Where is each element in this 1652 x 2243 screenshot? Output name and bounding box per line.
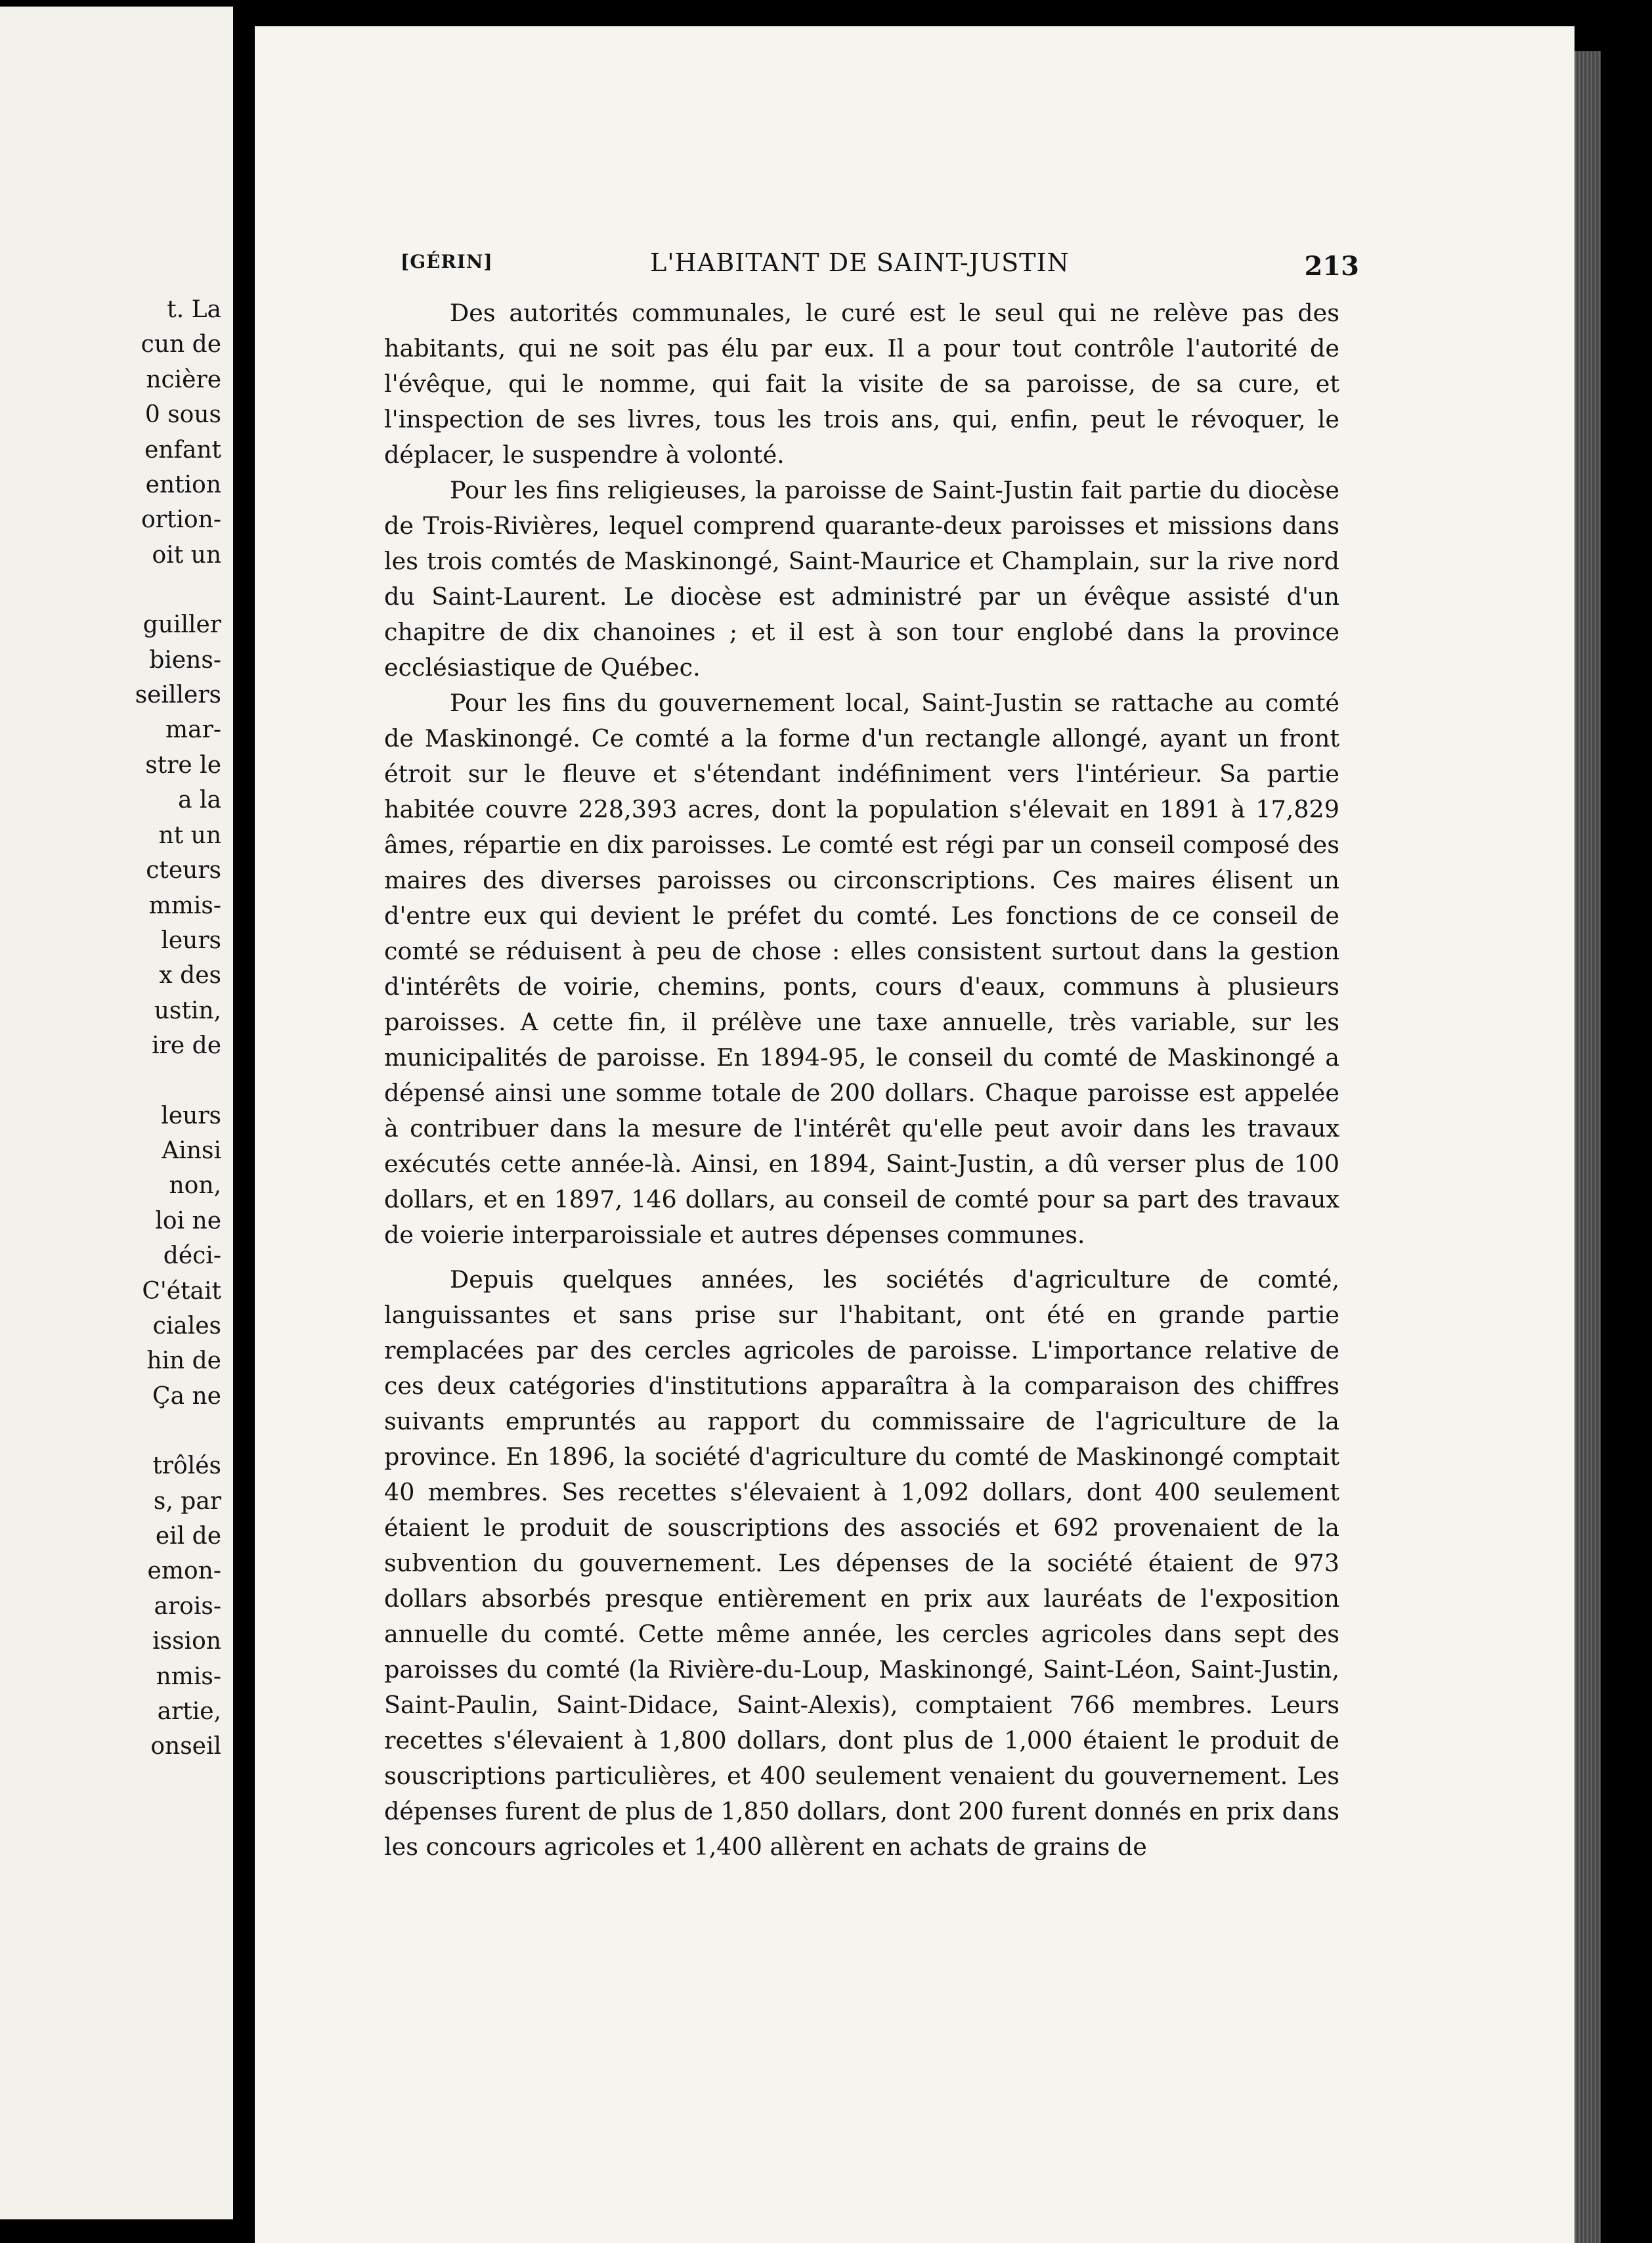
left-line: Ça ne <box>152 1382 221 1410</box>
left-line: leurs <box>161 926 221 954</box>
author-tag: [GÉRIN] <box>401 251 493 272</box>
left-line: 0 sous <box>144 401 221 429</box>
book-gutter <box>233 0 255 2243</box>
left-line: seillers <box>135 682 221 709</box>
body-text <box>384 295 1339 1865</box>
left-paragraph-gap <box>135 1414 221 1448</box>
left-line: ustin, <box>154 997 221 1024</box>
left-line: stre le <box>145 751 221 779</box>
left-line: mmis- <box>148 892 221 919</box>
page-edge-stack <box>1575 51 1601 2243</box>
running-title: L'HABITANT DE SAINT-JUSTIN <box>650 248 1070 277</box>
paragraph: Depuis quelques années, les sociétés d'agriculture de comté, languissantes et sans prise sur l'habitant, ont été en grande partie remplacées par des cercles agricoles de paroisse. L'importance relative de ces deux catégories d'institutions apparaîtra à la comparaison des chiffres suivants empruntés au rapport du commissaire de l'agriculture de la province. En 1896, la société d'agriculture du comté de Maskinongé comptait 40 membres. Ses recettes s'élevaient à 1,092 dollars, dont 400 seulement étaient le produit de souscriptions des associés et 692 provenaient de la subvention du gouvernement. Les dépenses de la société étaient de 973 dollars absorbés presque entièrement en prix aux lauréats de l'exposition annuelle du comté. Cette même année, les cercles agricoles dans sept des paroisses du comté (la Rivière-du-Loup, Maskinongé, Saint-Léon, Saint-Justin, Saint-Paulin, Saint-Didace, Saint-Alexis), comptaient 766 membres. Leurs recettes s'élevaient à 1,800 dollars, dont plus de 1,000 étaient le produit de souscriptions particulières, et 400 seulement venaient du gouvernement. Les dépenses furent de plus de 1,850 dollars, dont 200 furent donnés en prix dans les concours agricoles et 1,400 allèrent en achats de grains de <box>384 1265 1339 1861</box>
left-line: ortion- <box>141 506 221 534</box>
left-line: déci- <box>163 1242 221 1270</box>
left-line: arois- <box>154 1592 221 1620</box>
left-line: hin de <box>146 1347 221 1375</box>
left-line: leurs <box>161 1102 221 1129</box>
left-line: s, par <box>153 1487 221 1515</box>
left-line: ncière <box>146 366 221 393</box>
left-line: ciales <box>152 1312 221 1339</box>
left-line: enfant <box>144 436 221 464</box>
paragraph: Des autorités communales, le curé est le seul qui ne relève pas des habitants, qui ne soit pas élu par eux. Il a pour tout contrôle l'autorité de l'évêque, qui le nomme, qui fait la visite de sa paroisse, de sa cure, et l'inspection de ses livres, tous les trois ans, qui, enfin, peut le révoquer, le déplacer, le suspendre à volonté. <box>384 299 1339 469</box>
left-line: nmis- <box>156 1663 221 1690</box>
paragraph: Pour les fins du gouvernement local, Saint-Justin se rattache au comté de Maskinongé. Ce comté a la forme d'un rectangle allongé, ayant un front étroit sur le fleuve et s'étendant indéfiniment vers l'intérieur. Sa partie habitée couvre 228,393 acres, dont la population s'élevait en 1891 à 17,829 âmes, répartie en dix paroisses. Le comté est régi par un conseil composé des maires des diverses paroisses ou circonscriptions. Ces maires élisent un d'entre eux qui devient le préfet du comté. Les fonctions de ce conseil de comté se réduisent à peu de chose : elles consistent surtout dans la gestion d'intérêts de voirie, chemins, ponts, cours d'eaux, communs à plusieurs paroisses. A cette fin, il prélève une taxe annuelle, très variable, sur les municipalités de paroisse. En 1894-95, le conseil du comté de Maskinongé a dépensé ainsi une somme totale de 200 dollars. Chaque paroisse est appelée à contribuer dans la mesure de l'intérêt qu'elle peut avoir dans les travaux exécutés cette année-là. Ainsi, en 1894, Saint-Justin, a dû verser plus de 100 dollars, et en 1897, 146 dollars, au conseil de comté pour sa part des travaux de voierie interparoissiale et autres dépenses communes. <box>384 689 1339 1249</box>
left-line: eil de <box>155 1523 221 1550</box>
left-line: t. La <box>167 296 221 323</box>
left-line: C'était <box>142 1277 221 1305</box>
left-line: biens- <box>149 646 221 674</box>
left-line: cun de <box>141 331 221 359</box>
left-line: artie, <box>157 1698 221 1726</box>
left-line: ention <box>145 471 221 499</box>
left-line: cteurs <box>146 857 221 884</box>
left-line: ission <box>152 1628 221 1655</box>
left-line: onseil <box>150 1733 221 1760</box>
left-line: emon- <box>147 1557 221 1585</box>
left-paragraph-gap <box>135 573 221 607</box>
left-line: guiller <box>142 611 221 639</box>
left-line: nt un <box>158 821 221 849</box>
left-line: a la <box>178 787 221 814</box>
left-page-fragment <box>0 7 233 2219</box>
left-line: loi ne <box>155 1207 221 1234</box>
left-line: mar- <box>165 716 221 744</box>
left-line: Ainsi <box>162 1137 221 1164</box>
left-page-line-fragments <box>135 292 221 1764</box>
running-header <box>401 248 1359 282</box>
page-number: 213 <box>1304 251 1359 282</box>
left-line: oit un <box>152 541 221 569</box>
left-line: ire de <box>152 1032 221 1060</box>
left-line: trôlés <box>152 1452 221 1480</box>
left-line: x des <box>159 962 221 990</box>
left-paragraph-gap <box>135 1064 221 1099</box>
paragraph: Pour les fins religieuses, la paroisse de Saint-Justin fait partie du diocèse de Trois-Rivières, lequel comprend quarante-deux paroisses et missions dans les trois comtés de Maskinongé, Saint-Maurice et Champlain, sur la rive nord du Saint-Laurent. Le diocèse est administré par un évêque assisté d'un chapitre de dix chanoines ; et il est à son tour englobé dans la province ecclésiastique de Québec. <box>384 476 1339 682</box>
left-line: non, <box>169 1172 221 1200</box>
